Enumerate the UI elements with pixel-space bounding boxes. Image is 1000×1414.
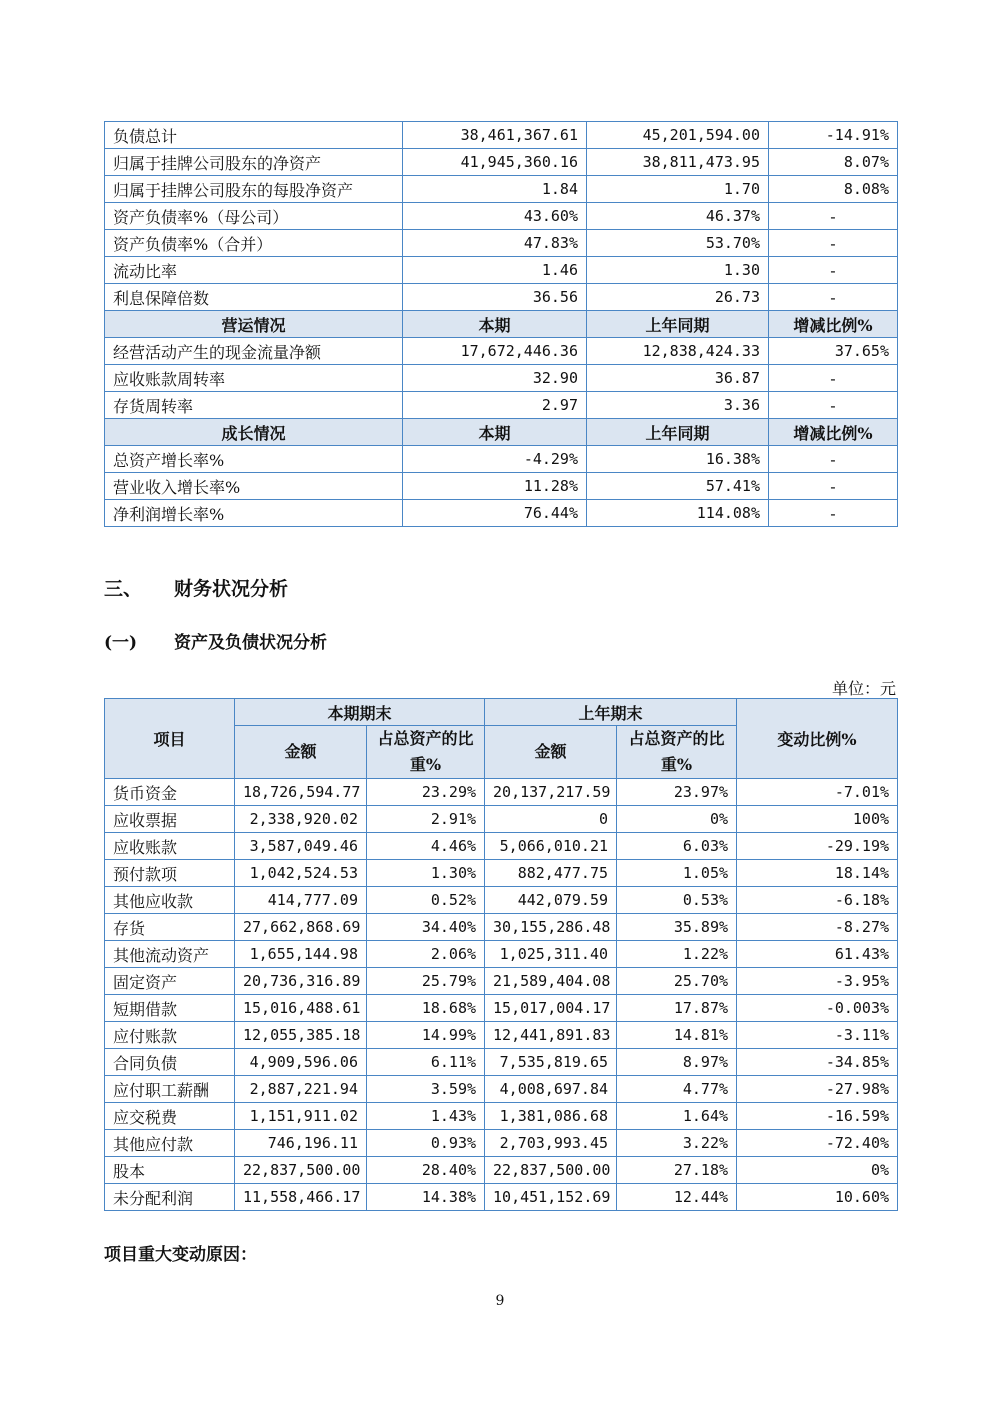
table-cell: 38,461,367.61 bbox=[403, 122, 587, 149]
table-cell: 28.40% bbox=[367, 1157, 485, 1184]
table-cell: - bbox=[769, 284, 898, 311]
table-row bbox=[105, 941, 898, 968]
table-cell: -16.59% bbox=[737, 1103, 898, 1130]
table-row bbox=[105, 176, 898, 203]
table-cell: 4,008,697.84 bbox=[485, 1076, 617, 1103]
table-cell: 净利润增长率% bbox=[105, 500, 403, 527]
header-current-period: 本期期末 bbox=[235, 699, 485, 726]
header-item: 项目 bbox=[105, 699, 235, 779]
table-cell: 20,736,316.89 bbox=[235, 968, 367, 995]
table-cell: 其他流动资产 bbox=[105, 941, 235, 968]
table-cell: 应收票据 bbox=[105, 806, 235, 833]
table-cell: 100% bbox=[737, 806, 898, 833]
page-number: 9 bbox=[495, 1293, 505, 1309]
table-cell: 1,381,086.68 bbox=[485, 1103, 617, 1130]
table-cell: 未分配利润 bbox=[105, 1184, 235, 1211]
table-cell: 37.65% bbox=[769, 338, 898, 365]
table-cell: 20,137,217.59 bbox=[485, 779, 617, 806]
header-cell: 营运情况 bbox=[105, 311, 403, 338]
table-cell: 归属于挂牌公司股东的净资产 bbox=[105, 149, 403, 176]
table-cell: 46.37% bbox=[587, 203, 769, 230]
table-header-row bbox=[105, 419, 898, 446]
table-cell: 6.11% bbox=[367, 1049, 485, 1076]
table-cell: 442,079.59 bbox=[485, 887, 617, 914]
table-row bbox=[105, 806, 898, 833]
table-cell: -0.003% bbox=[737, 995, 898, 1022]
table-cell: 47.83% bbox=[403, 230, 587, 257]
table-cell: 14.38% bbox=[367, 1184, 485, 1211]
table-cell: 负债总计 bbox=[105, 122, 403, 149]
table-cell: 414,777.09 bbox=[235, 887, 367, 914]
major-change-reason-label: 项目重大变动原因： bbox=[104, 1245, 257, 1265]
table-cell: - bbox=[769, 392, 898, 419]
table-cell: 57.41% bbox=[587, 473, 769, 500]
table-cell: 1.84 bbox=[403, 176, 587, 203]
table-cell: 资产负债率%（合并） bbox=[105, 230, 403, 257]
table-cell: 1.64% bbox=[617, 1103, 737, 1130]
table-cell: 应付职工薪酬 bbox=[105, 1076, 235, 1103]
table-cell: 1,151,911.02 bbox=[235, 1103, 367, 1130]
table-cell: 36.87 bbox=[587, 365, 769, 392]
table-cell: -27.98% bbox=[737, 1076, 898, 1103]
table-cell: 总资产增长率% bbox=[105, 446, 403, 473]
table-row bbox=[105, 284, 898, 311]
header-cell: 上年同期 bbox=[587, 419, 769, 446]
header-amount: 金额 bbox=[485, 726, 617, 779]
table-cell: 其他应收款 bbox=[105, 887, 235, 914]
table-cell: 15,016,488.61 bbox=[235, 995, 367, 1022]
table-cell: 1.30 bbox=[587, 257, 769, 284]
table-cell: 5,066,010.21 bbox=[485, 833, 617, 860]
table-cell: - bbox=[769, 203, 898, 230]
table-cell: 11,558,466.17 bbox=[235, 1184, 367, 1211]
table-cell: 4.77% bbox=[617, 1076, 737, 1103]
table-row bbox=[105, 833, 898, 860]
table-cell: 0.53% bbox=[617, 887, 737, 914]
table-cell: 36.56 bbox=[403, 284, 587, 311]
table-row bbox=[105, 1103, 898, 1130]
table-cell: 1,025,311.40 bbox=[485, 941, 617, 968]
table-cell: 18.14% bbox=[737, 860, 898, 887]
table-cell: 1.22% bbox=[617, 941, 737, 968]
table-cell: 32.90 bbox=[403, 365, 587, 392]
table-cell: -72.40% bbox=[737, 1130, 898, 1157]
header-cell: 增减比例% bbox=[769, 419, 898, 446]
asset-liability-table bbox=[104, 698, 898, 1211]
header-cell: 本期 bbox=[403, 311, 587, 338]
table-header-row bbox=[105, 311, 898, 338]
table-cell: 23.29% bbox=[367, 779, 485, 806]
table-cell: 27.18% bbox=[617, 1157, 737, 1184]
table-cell: -14.91% bbox=[769, 122, 898, 149]
table-cell: 25.70% bbox=[617, 968, 737, 995]
table-cell: 固定资产 bbox=[105, 968, 235, 995]
header-cell: 上年同期 bbox=[587, 311, 769, 338]
table-cell: 2,703,993.45 bbox=[485, 1130, 617, 1157]
table-cell: 资产负债率%（母公司） bbox=[105, 203, 403, 230]
header-ratio: 占总资产的比重% bbox=[617, 726, 737, 779]
table-row bbox=[105, 887, 898, 914]
table-cell: 76.44% bbox=[403, 500, 587, 527]
header-change-ratio: 变动比例% bbox=[737, 699, 898, 779]
table-row bbox=[105, 500, 898, 527]
table-cell: - bbox=[769, 230, 898, 257]
table-cell: 1.30% bbox=[367, 860, 485, 887]
table-cell: 61.43% bbox=[737, 941, 898, 968]
table-cell: 17,672,446.36 bbox=[403, 338, 587, 365]
table-cell: 存货 bbox=[105, 914, 235, 941]
table-cell: 23.97% bbox=[617, 779, 737, 806]
header-cell: 增减比例% bbox=[769, 311, 898, 338]
table-cell: 27,662,868.69 bbox=[235, 914, 367, 941]
table-cell: -6.18% bbox=[737, 887, 898, 914]
table-cell: 8.08% bbox=[769, 176, 898, 203]
table-cell: 流动比率 bbox=[105, 257, 403, 284]
table-row bbox=[105, 968, 898, 995]
table-cell: 2.91% bbox=[367, 806, 485, 833]
table-cell: -7.01% bbox=[737, 779, 898, 806]
table-row bbox=[105, 1184, 898, 1211]
table-cell: 12,055,385.18 bbox=[235, 1022, 367, 1049]
table-cell: 8.97% bbox=[617, 1049, 737, 1076]
table-row bbox=[105, 338, 898, 365]
table-cell: 21,589,404.08 bbox=[485, 968, 617, 995]
table-cell: 0% bbox=[617, 806, 737, 833]
table-cell: 1,042,524.53 bbox=[235, 860, 367, 887]
table-row bbox=[105, 149, 898, 176]
table-row bbox=[105, 860, 898, 887]
table-cell: 0.52% bbox=[367, 887, 485, 914]
table-cell: -8.27% bbox=[737, 914, 898, 941]
table-cell: 12,838,424.33 bbox=[587, 338, 769, 365]
table-row bbox=[105, 257, 898, 284]
table-cell: 应交税费 bbox=[105, 1103, 235, 1130]
table-cell: 2,887,221.94 bbox=[235, 1076, 367, 1103]
table-header-row bbox=[105, 699, 898, 726]
table-cell: 应收账款周转率 bbox=[105, 365, 403, 392]
table-cell: 30,155,286.48 bbox=[485, 914, 617, 941]
header-ratio: 占总资产的比重% bbox=[367, 726, 485, 779]
table-cell: 存货周转率 bbox=[105, 392, 403, 419]
header-cell: 本期 bbox=[403, 419, 587, 446]
table-row bbox=[105, 1130, 898, 1157]
table-cell: 14.99% bbox=[367, 1022, 485, 1049]
table-cell: 4,909,596.06 bbox=[235, 1049, 367, 1076]
table-cell: 1.46 bbox=[403, 257, 587, 284]
table-cell: 10,451,152.69 bbox=[485, 1184, 617, 1211]
table-cell: 25.79% bbox=[367, 968, 485, 995]
table-cell: 3.22% bbox=[617, 1130, 737, 1157]
table-row bbox=[105, 1022, 898, 1049]
table-cell: 43.60% bbox=[403, 203, 587, 230]
table-cell: 营业收入增长率% bbox=[105, 473, 403, 500]
table-row bbox=[105, 779, 898, 806]
table-cell: 45,201,594.00 bbox=[587, 122, 769, 149]
table-cell: 14.81% bbox=[617, 1022, 737, 1049]
table-cell: -4.29% bbox=[403, 446, 587, 473]
table-cell: 2.97 bbox=[403, 392, 587, 419]
table-cell: 114.08% bbox=[587, 500, 769, 527]
subsection-number: (一) bbox=[104, 633, 138, 653]
table-cell: 18.68% bbox=[367, 995, 485, 1022]
table-cell: 6.03% bbox=[617, 833, 737, 860]
table-cell: 17.87% bbox=[617, 995, 737, 1022]
subsection-heading bbox=[104, 628, 327, 653]
table-cell: 3.36 bbox=[587, 392, 769, 419]
table-cell: 1.05% bbox=[617, 860, 737, 887]
table-cell: - bbox=[769, 473, 898, 500]
table-cell: 0 bbox=[485, 806, 617, 833]
key-indicators-table bbox=[104, 121, 898, 527]
table-cell: 应收账款 bbox=[105, 833, 235, 860]
table-cell: 11.28% bbox=[403, 473, 587, 500]
table-cell: 16.38% bbox=[587, 446, 769, 473]
table-cell: 38,811,473.95 bbox=[587, 149, 769, 176]
table-row bbox=[105, 1049, 898, 1076]
unit-label: 单位：元 bbox=[831, 679, 896, 698]
table-row bbox=[105, 1157, 898, 1184]
table-cell: 经营活动产生的现金流量净额 bbox=[105, 338, 403, 365]
table-cell: 2.06% bbox=[367, 941, 485, 968]
header-amount: 金额 bbox=[235, 726, 367, 779]
table-cell: 15,017,004.17 bbox=[485, 995, 617, 1022]
table-cell: - bbox=[769, 365, 898, 392]
table-row bbox=[105, 995, 898, 1022]
table-cell: 35.89% bbox=[617, 914, 737, 941]
table-cell: 4.46% bbox=[367, 833, 485, 860]
table-row bbox=[105, 230, 898, 257]
table-cell: 8.07% bbox=[769, 149, 898, 176]
table-cell: -29.19% bbox=[737, 833, 898, 860]
header-previous-period: 上年期末 bbox=[485, 699, 737, 726]
table-cell: 利息保障倍数 bbox=[105, 284, 403, 311]
table-cell: 归属于挂牌公司股东的每股净资产 bbox=[105, 176, 403, 203]
section-heading bbox=[104, 574, 288, 601]
table-cell: 2,338,920.02 bbox=[235, 806, 367, 833]
table-cell: 预付款项 bbox=[105, 860, 235, 887]
table-cell: 短期借款 bbox=[105, 995, 235, 1022]
table-cell: 1.70 bbox=[587, 176, 769, 203]
table-cell: 12.44% bbox=[617, 1184, 737, 1211]
table-cell: 12,441,891.83 bbox=[485, 1022, 617, 1049]
header-cell: 成长情况 bbox=[105, 419, 403, 446]
table-cell: - bbox=[769, 500, 898, 527]
table-cell: 26.73 bbox=[587, 284, 769, 311]
table-cell: 3.59% bbox=[367, 1076, 485, 1103]
section-title: 财务状况分析 bbox=[174, 578, 289, 600]
table-cell: -34.85% bbox=[737, 1049, 898, 1076]
table-cell: 882,477.75 bbox=[485, 860, 617, 887]
table-cell: 0.93% bbox=[367, 1130, 485, 1157]
table-cell: -3.95% bbox=[737, 968, 898, 995]
table-row bbox=[105, 392, 898, 419]
section-number: 三、 bbox=[104, 578, 143, 600]
table-cell: 货币资金 bbox=[105, 779, 235, 806]
table-row bbox=[105, 1076, 898, 1103]
table-cell: 746,196.11 bbox=[235, 1130, 367, 1157]
table-row bbox=[105, 473, 898, 500]
table-cell: 10.60% bbox=[737, 1184, 898, 1211]
table-row bbox=[105, 914, 898, 941]
table-cell: 股本 bbox=[105, 1157, 235, 1184]
table-cell: 53.70% bbox=[587, 230, 769, 257]
table-cell: -3.11% bbox=[737, 1022, 898, 1049]
table-cell: 22,837,500.00 bbox=[235, 1157, 367, 1184]
table-row bbox=[105, 203, 898, 230]
table-cell: 应付账款 bbox=[105, 1022, 235, 1049]
table-cell: 1.43% bbox=[367, 1103, 485, 1130]
table-cell: 34.40% bbox=[367, 914, 485, 941]
table-cell: 41,945,360.16 bbox=[403, 149, 587, 176]
table-cell: 22,837,500.00 bbox=[485, 1157, 617, 1184]
table-cell: 1,655,144.98 bbox=[235, 941, 367, 968]
table-row bbox=[105, 446, 898, 473]
table-cell: 18,726,594.77 bbox=[235, 779, 367, 806]
table-cell: - bbox=[769, 446, 898, 473]
subsection-title: 资产及负债状况分析 bbox=[174, 633, 327, 653]
table-row bbox=[105, 122, 898, 149]
table-cell: 3,587,049.46 bbox=[235, 833, 367, 860]
table-cell: - bbox=[769, 257, 898, 284]
table-cell: 7,535,819.65 bbox=[485, 1049, 617, 1076]
table-cell: 其他应付款 bbox=[105, 1130, 235, 1157]
table-row bbox=[105, 365, 898, 392]
table-cell: 0% bbox=[737, 1157, 898, 1184]
table-cell: 合同负债 bbox=[105, 1049, 235, 1076]
